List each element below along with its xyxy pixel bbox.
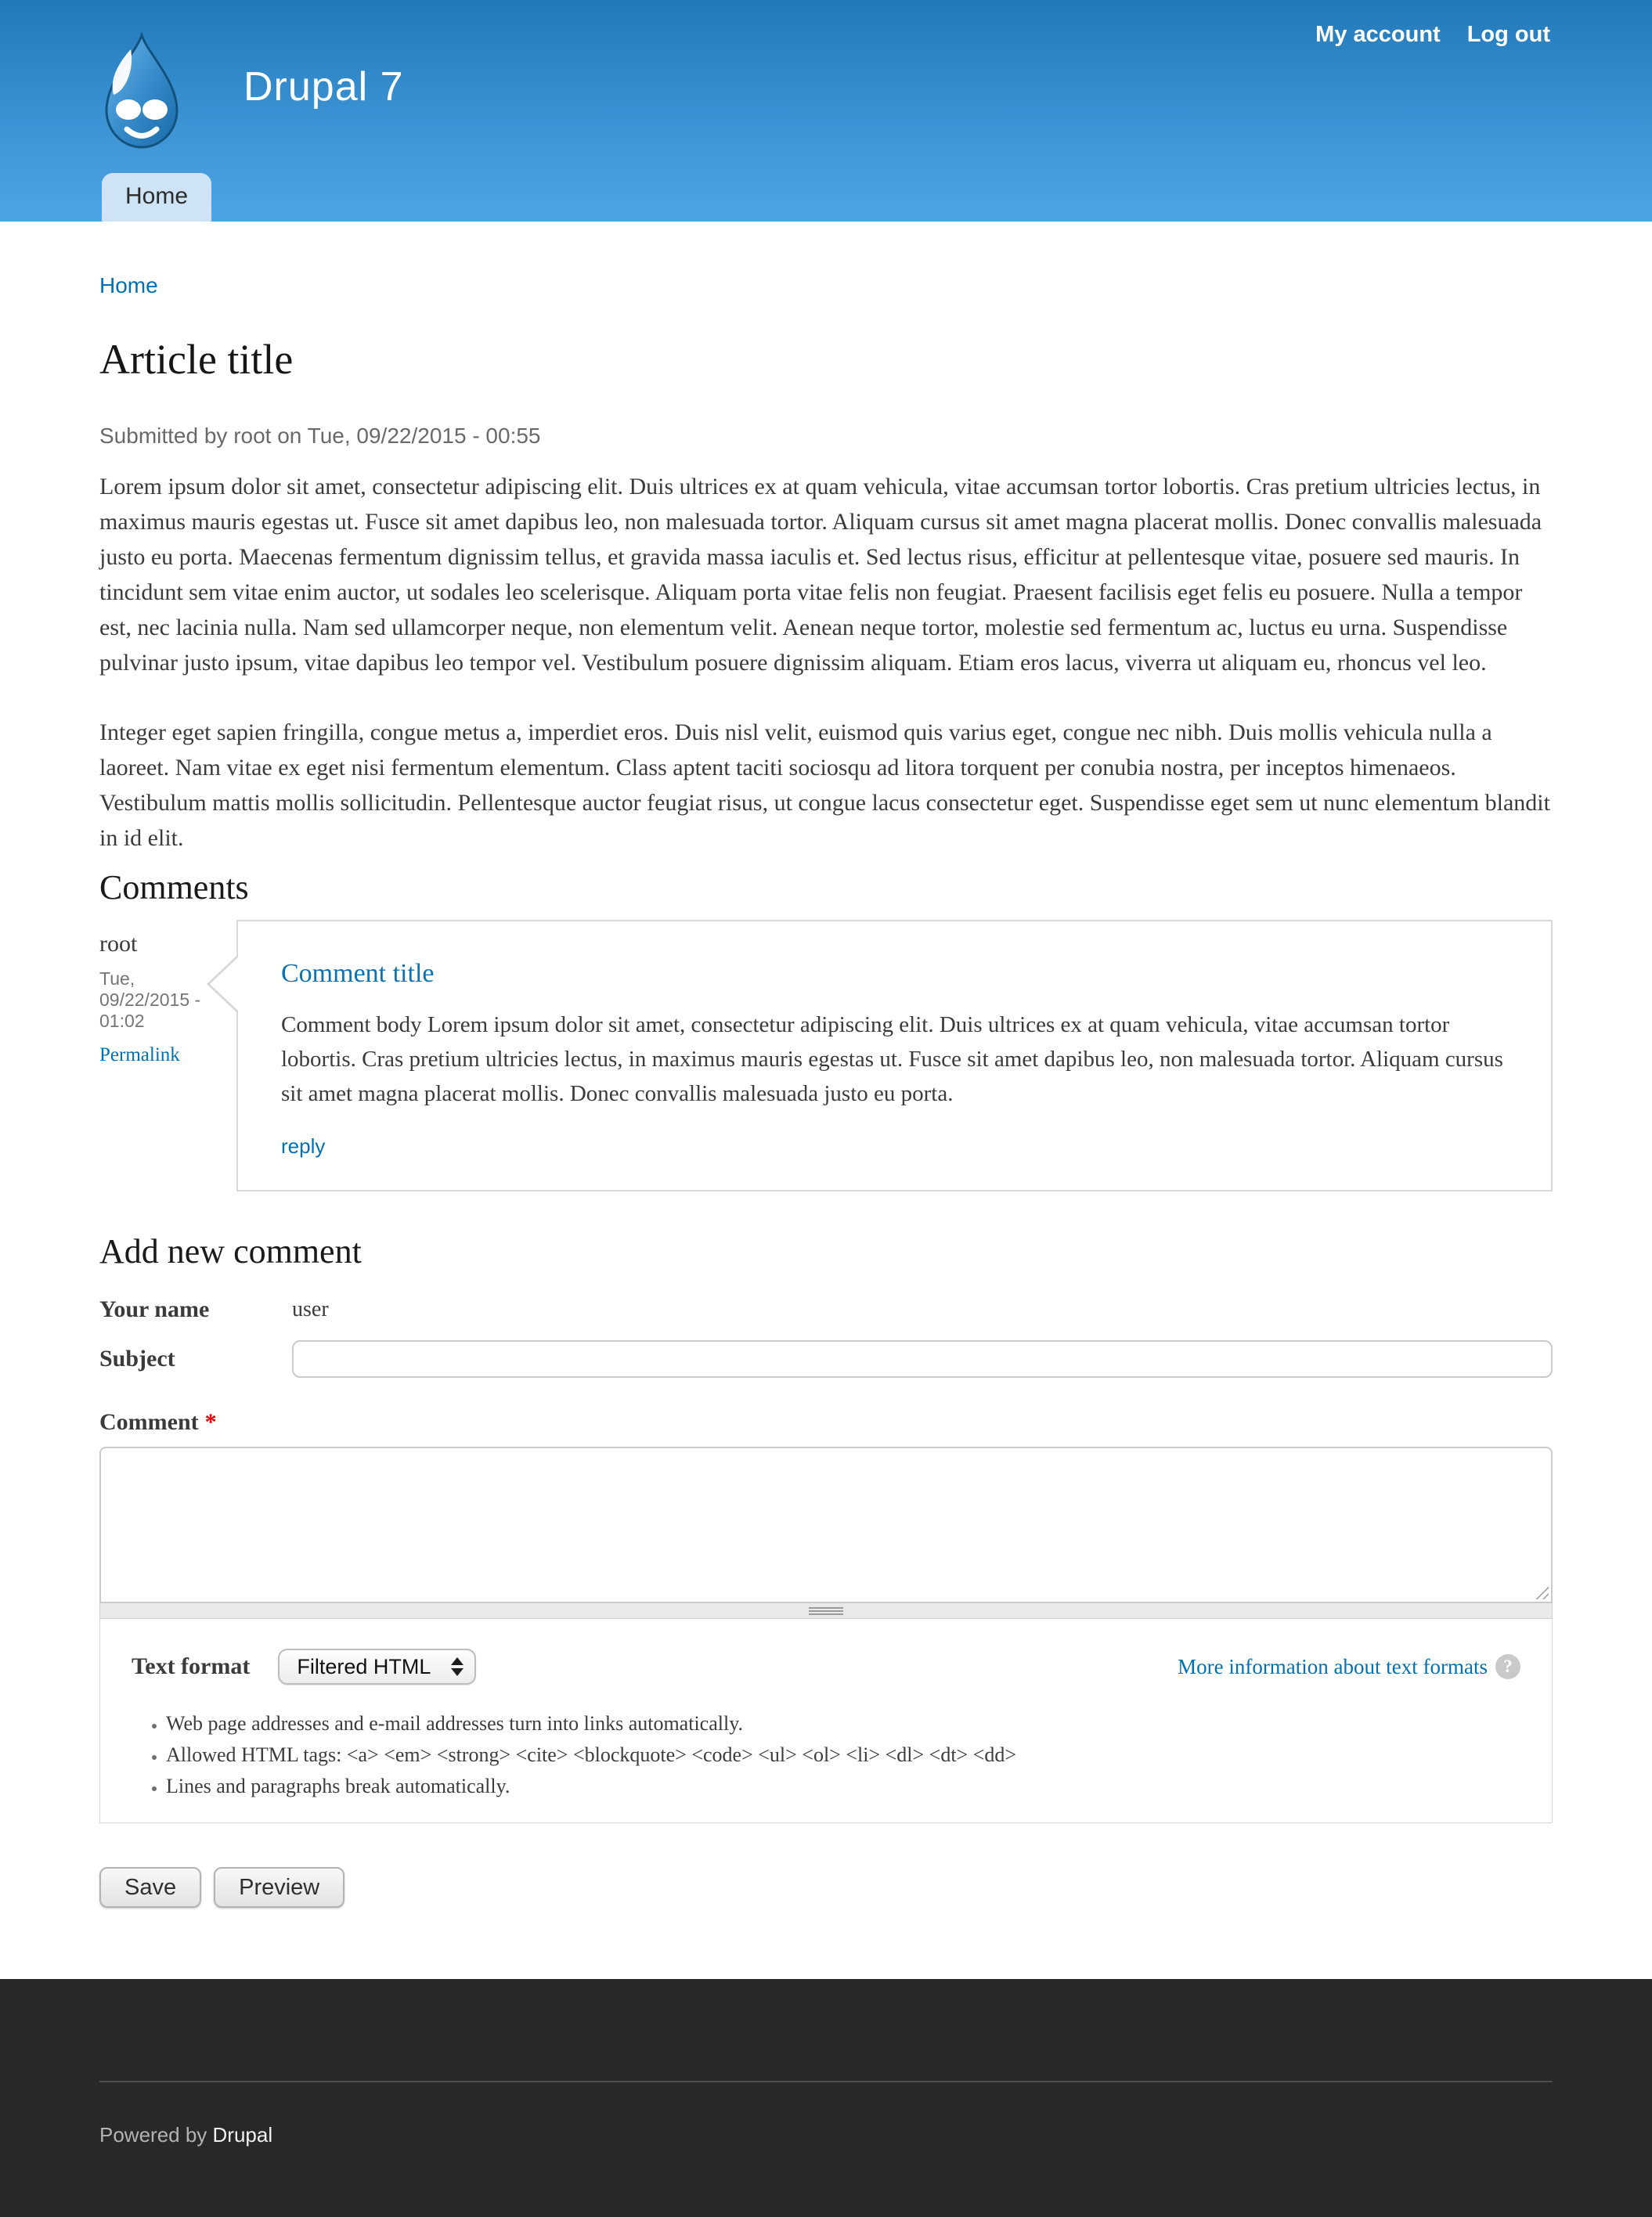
help-question-icon[interactable]: ? xyxy=(1495,1654,1520,1679)
save-button[interactable]: Save xyxy=(99,1867,201,1908)
site-branding xyxy=(95,32,404,152)
site-logo[interactable] xyxy=(95,32,189,152)
drupal-droplet-icon xyxy=(95,32,189,152)
comment-body: Comment body Lorem ipsum dolor sit amet, consectetur adipiscing elit. Duis ultrices ex at quam vehicula, vitae accumsan tortor lobortis. Cras pretium ultricies lectus, in maximus mauris egestas ut. Fusce sit amet dapibus leo, non malesuada tortor. Aliquam cursus sit amet magna placerat mollis. Donec convallis malesuada justo eu porta. xyxy=(281,1012,1503,1106)
filter-tip: • Lines and paragraphs break automatically. xyxy=(166,1774,1520,1799)
select-stepper-icon xyxy=(451,1657,463,1676)
text-format-selected-value: Filtered HTML xyxy=(297,1654,431,1678)
comment-label-row xyxy=(99,1409,1553,1436)
name-label: Your name xyxy=(99,1296,210,1322)
comment-author-link[interactable]: root xyxy=(99,931,138,957)
site-header xyxy=(0,0,1652,222)
required-marker: * xyxy=(204,1409,217,1435)
article-paragraph: Integer eget sapien fringilla, congue metus a, imperdiet eros. Duis nisl velit, euismod quis varius eget, congue nec nibh. Duis mollis vehicula nulla a laoreet. Nam vitae ex eget nisi fermentum elementum. Class aptent taciti sociosqu ad litora torquent per conubia nostra, per inceptos himenaeos. Vestibulum mattis mollis sollicitudin. Pellentesque auctor feugiat risus, ut congue lacus consectetur eget. Suspendisse eget sem ut nunc elementum blandit in id elit. xyxy=(99,719,1550,851)
comments-heading: Comments xyxy=(99,868,249,907)
filter-tip: • Web page addresses and e-mail addresses turn into links automatically. xyxy=(166,1711,1520,1736)
breadcrumb-home-link[interactable]: Home xyxy=(99,273,158,297)
article-body xyxy=(99,469,1553,856)
text-format-label: Text format xyxy=(132,1653,251,1679)
subject-input[interactable] xyxy=(292,1340,1553,1378)
more-info-link[interactable]: More information about text formats xyxy=(1178,1654,1488,1678)
grippie-lines-icon xyxy=(809,1607,843,1615)
filter-tip: • Allowed HTML tags: <a> <em> <strong> <cite> <blockquote> <code> <ul> <ol> <li> <dl> <dt> <dd> xyxy=(166,1743,1520,1768)
comment-label: Comment xyxy=(99,1409,199,1435)
comment-title-link[interactable]: Comment title xyxy=(281,959,435,988)
my-account-link[interactable]: My account xyxy=(1315,22,1441,47)
submitted-byline: Submitted by root on Tue, 09/22/2015 - 00:55 xyxy=(99,424,541,448)
comment-textarea-wrap xyxy=(99,1447,1553,1603)
site-name[interactable]: Drupal 7 xyxy=(243,63,404,110)
comment-bubble xyxy=(236,920,1553,1191)
name-value: user xyxy=(292,1297,329,1321)
text-format-help xyxy=(1178,1654,1520,1679)
filter-tips-list xyxy=(166,1711,1520,1799)
footer-divider xyxy=(99,2081,1553,2082)
drupal-footer-link[interactable]: Drupal xyxy=(212,2123,273,2147)
text-format-row xyxy=(132,1649,1520,1685)
log-out-link[interactable]: Log out xyxy=(1466,22,1550,47)
comment-date: Tue, 09/22/2015 - 01:02 xyxy=(99,968,201,1031)
secondary-menu xyxy=(1315,22,1550,48)
subject-label: Subject xyxy=(99,1346,175,1372)
text-format-select[interactable] xyxy=(278,1649,476,1685)
powered-by-prefix: Powered by xyxy=(99,2123,213,2147)
page-title: Article title xyxy=(99,336,294,383)
breadcrumb xyxy=(99,273,1553,298)
site-footer xyxy=(0,1979,1652,2217)
comment-meta xyxy=(99,931,225,1066)
reply-link[interactable]: reply xyxy=(281,1134,326,1158)
preview-button[interactable]: Preview xyxy=(214,1867,344,1908)
textarea-grippie[interactable] xyxy=(99,1603,1553,1619)
subject-row xyxy=(99,1340,1553,1378)
article-paragraph: Lorem ipsum dolor sit amet, consectetur adipiscing elit. Duis ultrices ex at quam vehicula, vitae accumsan tortor lobortis. Cras pretium ultricies lectus, in maximus mauris egestas ut. Fusce sit amet dapibus leo, non malesuada tortor. Aliquam cursus sit amet magna placerat mollis. Donec convallis malesuada justo eu porta. Maecenas fermentum dignissim tellus, et gravida massa iaculis et. Sed lectus risus, efficitur at pellentesque vitae, posuere sed mauris. In tincidunt sem vitae enim auctor, ut sodales leo scelerisque. Aliquam porta vitae felis non feugiat. Praesent facilisis eget felis eu posuere. Nulla a tempor est, nec lacinia nulla. Nam sed ullamcorper neque, non elementum velit. Aenean neque tortor, molestie sed fermentum ac, luctus eu urna. Suspendisse pulvinar justo ipsum, vitae dapibus leo tempor vel. Vestibulum posuere dignissim aliquam. Etiam eros lacus, viverra ut aliquam eu, rhoncus vel leo. xyxy=(99,474,1542,676)
main-menu xyxy=(102,173,211,222)
comment-form xyxy=(99,1296,1553,1908)
comment-textarea[interactable] xyxy=(99,1447,1553,1603)
permalink-link[interactable]: Permalink xyxy=(99,1044,180,1065)
add-comment-heading: Add new comment xyxy=(99,1232,362,1271)
main-content xyxy=(0,222,1652,1908)
form-actions xyxy=(99,1867,1553,1908)
text-format-wrapper xyxy=(99,1619,1553,1823)
name-row xyxy=(99,1296,1553,1323)
tab-home[interactable]: Home xyxy=(102,173,211,222)
powered-by-text xyxy=(99,2123,1553,2147)
comment xyxy=(99,920,1553,1191)
